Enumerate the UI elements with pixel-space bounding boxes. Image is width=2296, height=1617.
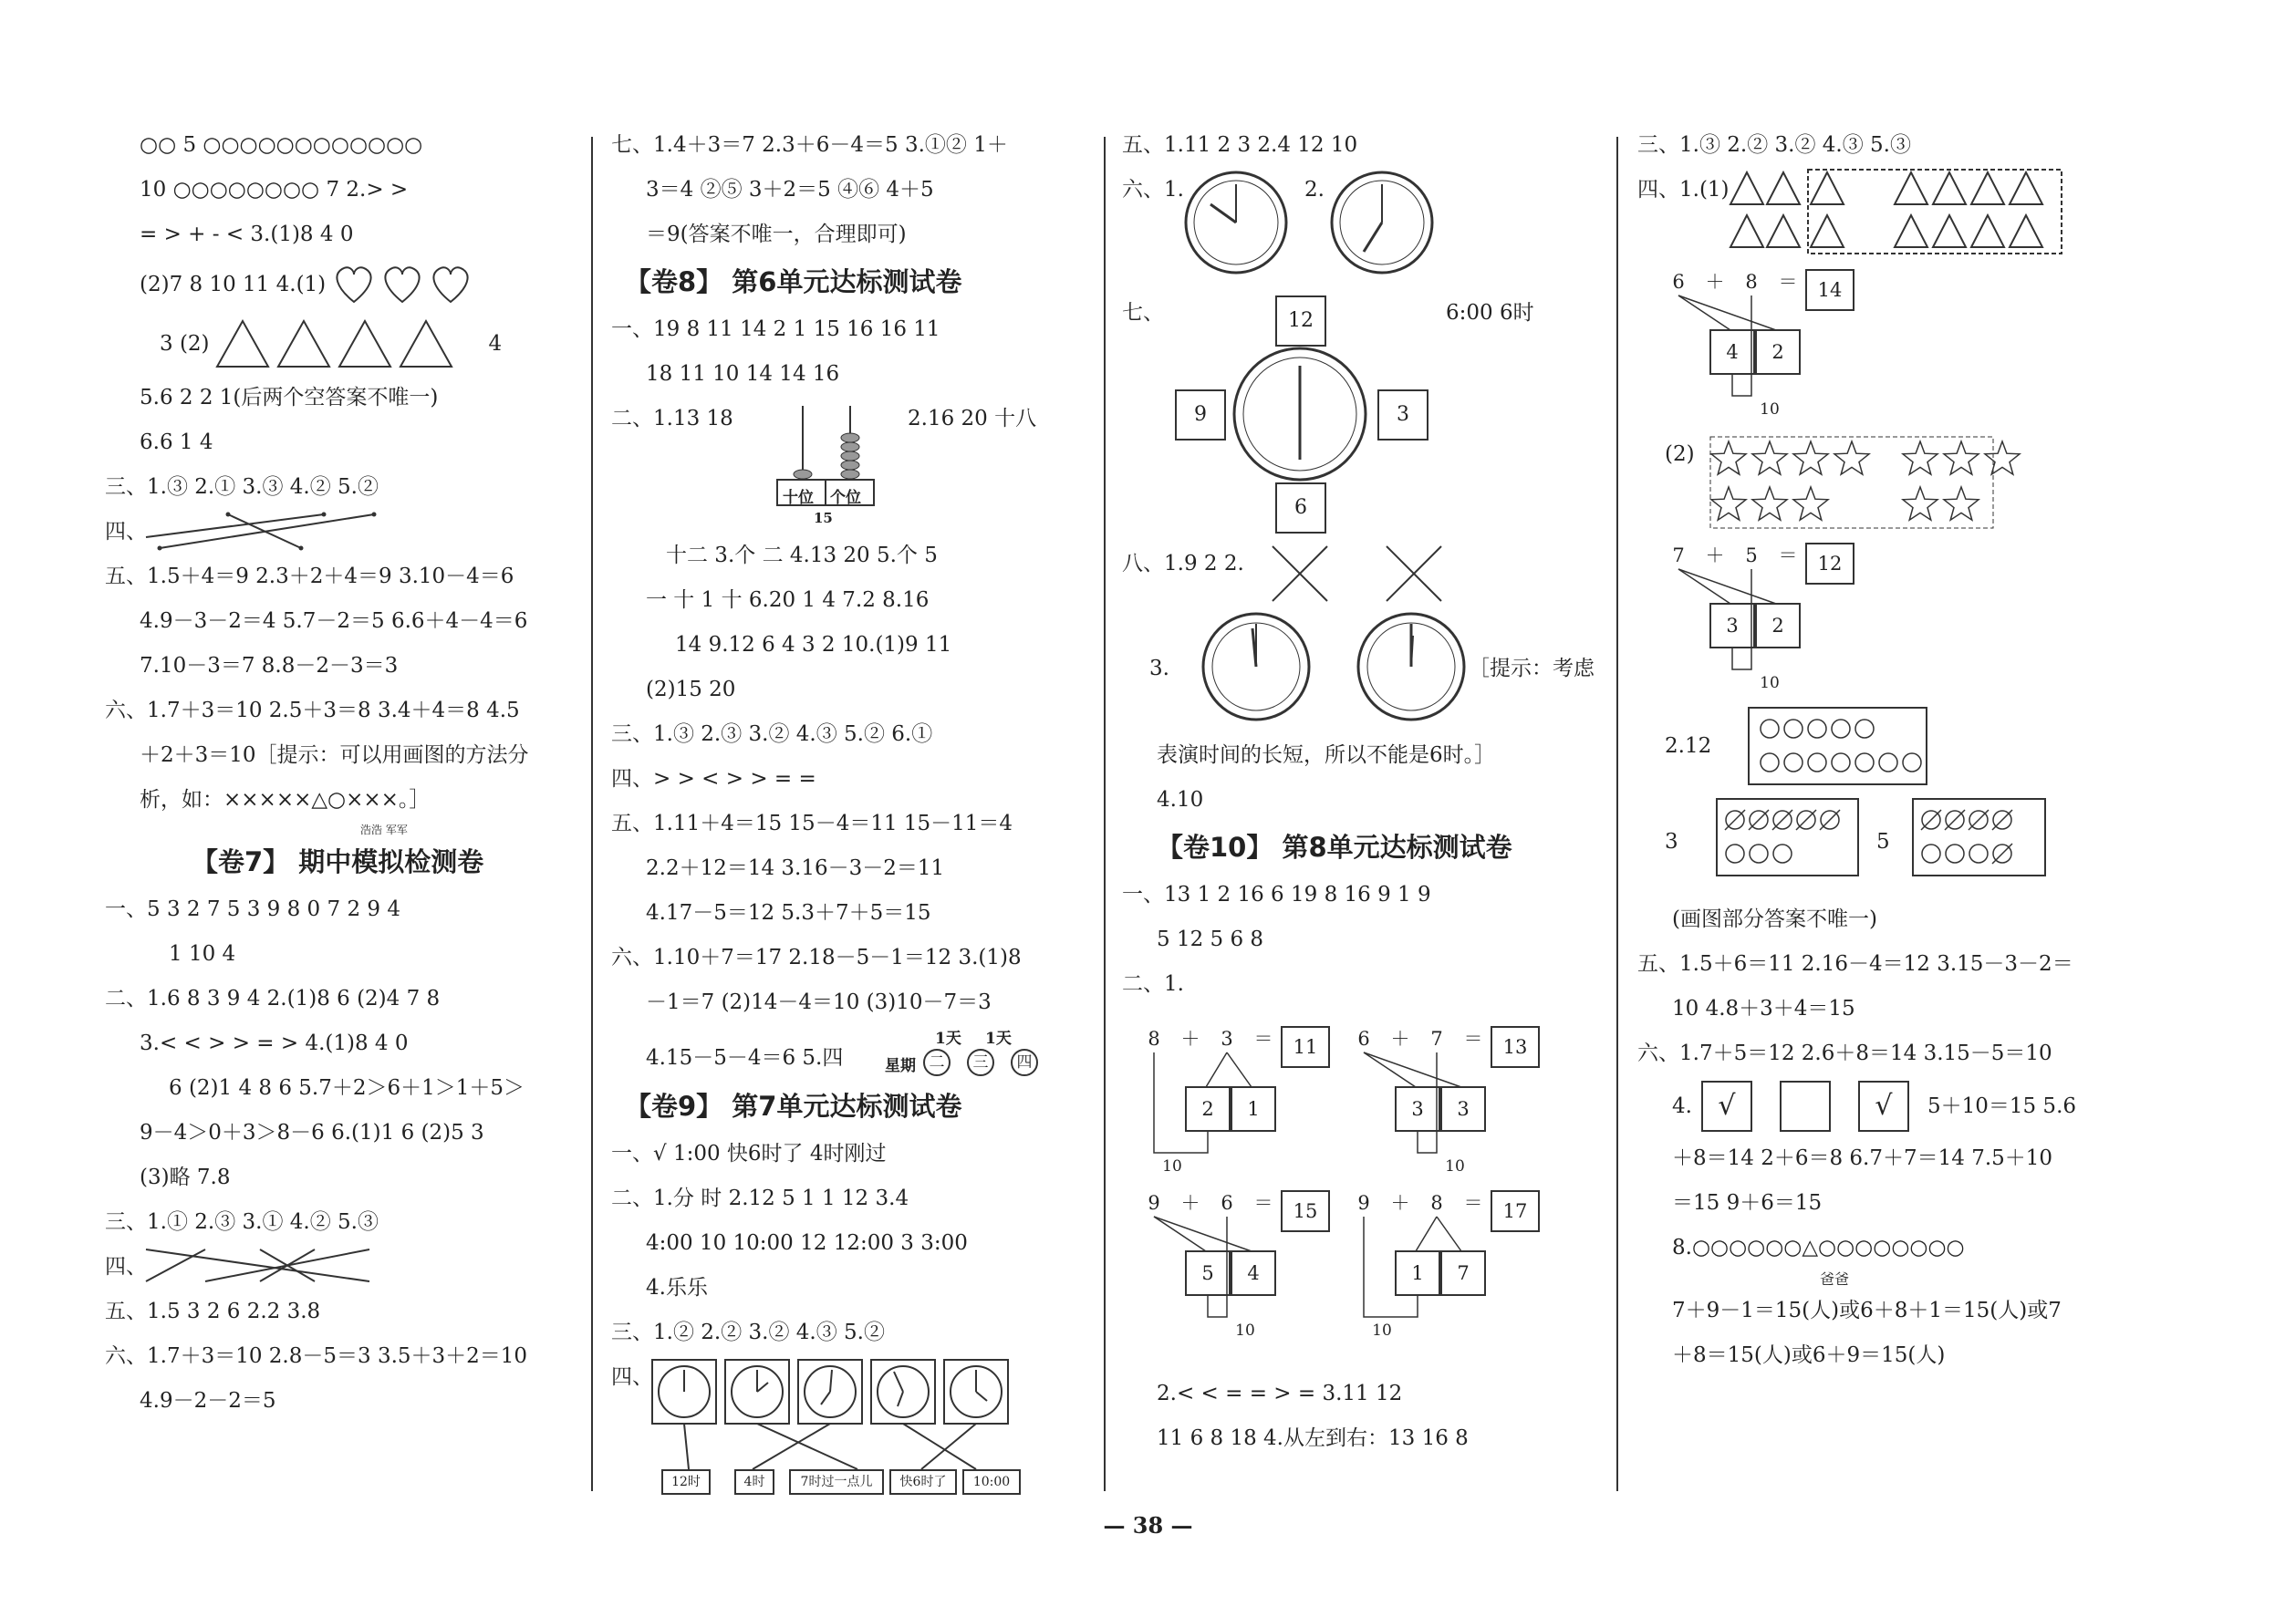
answer-line: 6 (2)1 4 8 6 5.7＋2＞6＋1＞1＋5＞ [169,1076,525,1100]
answer-line: 5.6 2 2 1(后两个空答案不唯一) [140,386,439,409]
answer-line: 三、1.① 2.③ 3.① 4.② 5.③ [105,1210,379,1234]
plus-sign: ＋ [1180,1192,1200,1214]
result-value: 12 [1817,553,1843,575]
answer-text: 3. [1149,657,1169,680]
circle-shape [1903,753,1921,772]
cross-out-line [1921,810,1941,830]
clock-match-row [611,1355,1086,1501]
answer-text: 四、1.(1) [1637,178,1730,202]
star-group-row [1637,432,2112,542]
section-title-8: 【卷8】 第6单元达标测试卷 [625,266,962,297]
weekday-circle: 二 [923,1049,951,1076]
answer-text: 四、 [105,520,147,544]
clock-number-box: 3 [1377,389,1429,441]
equals-sign: ＝ [1463,1028,1483,1050]
column-1 [105,123,579,1424]
split-line [1364,1052,1461,1087]
answer-line: ＋8＝14 2＋6＝8 6.7＋7＝14 7.5＋10 [1672,1146,2053,1170]
equation-term: 8 [1430,1192,1443,1214]
result-value: 13 [1502,1036,1528,1058]
answer-line: ＋2＋3＝10［提示：可以用画图的方法分 [140,743,529,767]
decomposition-svg [1140,1189,1350,1344]
decomposition-svg [1665,542,1875,697]
circle-shape [1761,753,1779,772]
crossed-circle-row [1637,797,2112,897]
week-label: 星期 [885,1057,916,1075]
answer-line: 六、1.7＋3＝10 2.8－5＝3 3.5＋3＋2＝10 [105,1344,528,1368]
answer-line: 析，如：×××××△○×××。］ [140,788,431,812]
answer-line: 10 4.8＋3＋4＝15 [1672,997,1855,1021]
answer-line: 三、1.② 2.② 3.② 4.③ 5.② [611,1321,885,1344]
heart-shapes [331,262,477,307]
answer-line: 7＋9－1＝15(人)或6＋8＋1＝15(人)或7 [1672,1299,2062,1322]
cross-out-line [1725,810,1745,830]
equation-term: 5 [1745,544,1758,566]
star-shape [1944,441,1979,474]
answer-line: 3＝4 ②⑤ 3＋2＝5 ④⑥ 4＋5 [646,178,934,202]
answer-line: 七、1.4＋3＝7 2.3＋6－4＝5 3.①② 1＋ [611,133,1008,157]
answer-line: = > + - < 3.(1)8 4 0 [140,223,354,246]
equals-sign: ＝ [1778,271,1798,293]
answer-line [105,1245,579,1290]
part-value: 4 [1726,341,1739,363]
star-shape [1903,487,1938,520]
equation-term: 9 [1357,1192,1370,1214]
equals-sign: ＝ [1778,544,1798,566]
answer-line: 五、1.11＋4＝15 15－4＝11 15－11＝4 [611,812,1013,835]
answer-line: 1 10 4 [169,942,236,966]
page-number: — 38 — [1103,1512,1193,1539]
clock-number-box: 6 [1275,482,1326,534]
answer-text: 二、1.13 18 [611,407,733,430]
abacus-ones-label: 个位 [830,489,861,507]
matching-lines [141,510,406,555]
weekday-circle: 四 [1011,1049,1038,1076]
clock-face [1200,610,1314,724]
answer-line: 一、19 8 11 14 2 1 15 16 16 11 [611,317,940,341]
result-value: 17 [1502,1200,1528,1222]
decomposition-area [1122,1007,1596,1372]
answer-text: 5＋10＝15 5.6 [1927,1094,2077,1118]
result-value: 11 [1293,1036,1318,1058]
split-line [1154,1217,1252,1251]
equation-term: 9 [1148,1192,1160,1214]
column-2 [611,123,1086,1501]
day-label: 1天 [985,1030,1012,1048]
time-label-box: 快6时了 [889,1469,957,1495]
answer-line: 10 ○○○○○○○○ 7 2.> > [140,178,409,202]
plus-sign: ＋ [1705,544,1725,566]
cross-out-line [1772,810,1792,830]
equals-sign: ＝ [1253,1192,1273,1214]
answer-line: 4.9－3－2＝4 5.7－2＝5 6.6＋4－4＝6 [140,609,528,633]
answer-text: 八、1.9 2 2. [1122,552,1244,575]
cross-row [1122,542,1596,610]
answer-text: 六、1. [1122,178,1184,202]
circle-shape [1808,753,1826,772]
answer-line: 三、1.③ 2.② 3.② 4.③ 5.③ [1637,133,1911,157]
answer-line: 四、> > < > > = = [611,767,816,791]
big-clock-row [1122,291,1596,542]
empty-box [1780,1081,1831,1132]
answer-line: 6.6 1 4 [140,430,213,454]
clock-face [1181,168,1291,277]
section-title-9: 【卷9】 第7单元达标测试卷 [625,1091,962,1122]
circle-shape [1969,845,1988,863]
answer-line: ＋8＝15(人)或6＋9＝15(人) [1672,1343,1946,1367]
result-value: 14 [1817,279,1843,301]
decomposition-diagram [1140,1189,1350,1344]
time-label-box: 7时过一点儿 [789,1469,884,1495]
clock-number-box: 9 [1175,389,1226,441]
circle-box-crossed [1911,797,2048,879]
part-value: 2 [1771,341,1784,363]
decomposition-diagram [1665,268,1893,432]
answer-text: 5 [1876,830,1890,854]
answer-line: 4.17－5＝12 5.3＋7＋5＝15 [646,901,931,925]
plus-sign: ＋ [1180,1028,1200,1050]
equation-term: 6 [1221,1192,1233,1214]
cross-out-line [1796,810,1816,830]
answer-line [105,312,579,376]
cross-out-line [1992,844,2012,864]
plus-sign: ＋ [1390,1028,1410,1050]
answer-text: 4. [1672,1094,1692,1118]
split-line [1437,1217,1461,1251]
star-shape [1944,487,1979,520]
decomposition-svg [1350,1025,1560,1180]
star-shape [1711,487,1746,520]
answer-line: (画图部分答案不唯一) [1672,907,1877,931]
answer-text: 4.15－5－4＝6 5.四 [646,1046,844,1070]
equation-term: 8 [1148,1028,1160,1050]
answer-line: 二、1.分 时 2.12 5 1 1 12 3.4 [611,1187,909,1210]
clock-row-2 [1122,610,1596,733]
answer-line: 表演时间的长短，所以不能是6时。］ [1157,743,1496,767]
answer-line: 一、13 1 2 16 6 19 8 16 9 1 9 [1122,883,1431,907]
circle-shape [1784,720,1803,738]
part-value: 3 [1457,1098,1470,1120]
time-label-box: 10:00 [962,1469,1021,1495]
star-groups [1706,432,2071,533]
answer-line: 十二 3.个 二 4.13 20 5.个 5 [666,544,938,567]
ten-bracket [1154,1052,1208,1153]
circle-box-frame [1749,708,1927,784]
star-shape [1711,441,1746,474]
circle-shape [1726,845,1744,863]
answer-text: 6:00 6时 [1446,301,1534,325]
ten-value: 10 [1760,674,1780,692]
answer-line: ＝15 9＋6＝15 [1672,1191,1823,1215]
star-shape [1903,441,1938,474]
answer-line: 4:00 10 10:00 12 12:00 3 3:00 [646,1231,968,1255]
circle-shape [1946,845,1964,863]
answer-line: 五、1.5＋4＝9 2.3＋2＋4＝9 3.10－4＝6 [105,565,514,588]
matching-lines [141,1245,415,1290]
circle-box-frame [1717,799,1858,876]
split-line [1416,1217,1437,1251]
answer-line: 六、1.10＋7＝17 2.18－5－1＝12 3.(1)8 [611,946,1022,969]
answer-line: －1＝7 (2)14－4＝10 (3)10－7＝3 [646,990,992,1014]
clock-face [1355,610,1469,724]
day-label: 1天 [935,1030,961,1048]
week-row [611,1025,1086,1082]
triangle-group-row [1637,168,2112,268]
answer-text: 七、 [1122,301,1164,325]
answer-line: (2)15 20 [646,678,736,701]
cross-out-line [1992,810,2012,830]
answer-line: 三、1.③ 2.① 3.③ 4.② 5.② [105,475,379,499]
answer-line: 11 6 8 18 4.从左到右：13 16 8 [1157,1426,1469,1450]
ten-value: 10 [1445,1157,1465,1176]
circle-shape [1750,845,1768,863]
circle-box [1747,706,1929,788]
section-title-10: 【卷10】 第8单元达标测试卷 [1157,832,1512,863]
circle-shape [1855,720,1874,738]
decomposition-diagram [1350,1025,1560,1180]
split-line [1678,295,1730,330]
matching-crosses [1268,542,1542,610]
answer-line: 二、1. [1122,972,1184,996]
answer-text: 4 [488,331,503,356]
answer-line: 4.乐乐 [646,1276,708,1300]
circle-shape [1879,753,1897,772]
part-value: 4 [1247,1262,1260,1284]
part-value: 3 [1411,1098,1424,1120]
circle-shape [1784,753,1803,772]
answer-line: ＝9(答案不唯一，合理即可) [646,223,907,246]
answer-line: 3.< < > > = > 4.(1)8 4 0 [140,1031,409,1055]
answer-text: 2. [1304,178,1325,202]
clock-number-box: 12 [1275,295,1326,347]
answer-line: (3)略 7.8 [140,1166,231,1189]
answer-line: 7.10－3＝7 8.8－2－3＝3 [140,654,399,678]
answer-text: 2.16 20 十八 [908,407,1037,430]
answer-line: 五、1.5＋6＝11 2.16－4＝12 3.15－3－2＝ [1637,952,2073,976]
circle-shape [1855,753,1874,772]
answer-line: 一、√ 1:00 快6时了 4时刚过 [611,1142,887,1166]
small-label: 浩浩 军军 [360,824,408,836]
ten-value: 10 [1235,1322,1255,1340]
split-line [1206,1052,1227,1087]
equals-sign: ＝ [1253,1028,1273,1050]
answer-line: 18 11 10 14 14 16 [646,362,840,386]
answer-line: 14 9.12 6 4 3 2 10.(1)9 11 [675,633,952,657]
circle-shape [1773,845,1792,863]
decomposition-diagram [1665,542,1893,706]
circle-shape [1832,720,1850,738]
check-row [1637,1076,2112,1136]
answer-line: 一、5 3 2 7 5 3 9 8 0 7 2 9 4 [105,897,400,921]
answer-text: 四、 [105,1255,147,1279]
part-value: 2 [1201,1098,1214,1120]
answer-line [105,510,579,555]
triangle-groups [1729,168,2066,259]
section-title-7: 【卷7】 期中模拟检测卷 [192,846,484,877]
answer-text: (2) [1665,442,1695,466]
answer-line: 三、1.③ 2.③ 3.② 4.③ 5.② 6.① [611,722,933,746]
star-shape [1985,441,2020,474]
dashed-group-box [1710,437,1993,528]
answer-text: ［提示：考虑 [1469,657,1595,680]
part-value: 1 [1411,1262,1424,1284]
part-value: 5 [1201,1262,1214,1284]
part-value: 3 [1726,615,1739,637]
abacus-row [611,397,1086,534]
answer-line: 4.9－2－2＝5 [140,1389,276,1413]
plus-sign: ＋ [1390,1192,1410,1214]
equation-term: 8 [1745,271,1758,293]
part-value: 1 [1247,1098,1260,1120]
answer-line: 8.○○○○○○△○○○○○○○○ [1672,1236,1965,1259]
answer-line: 5 12 5 6 8 [1157,928,1264,951]
equals-sign: ＝ [1463,1192,1483,1214]
circle-shape [1761,720,1779,738]
answer-line [105,257,579,312]
answer-line: 2.< < = = > = 3.11 12 [1157,1382,1403,1405]
answer-text: 3 [1665,830,1678,854]
triangle-shapes [215,316,462,371]
abacus-tens-label: 十位 [783,489,814,507]
decomposition-svg [1140,1025,1350,1180]
ten-value: 10 [1760,400,1780,419]
answer-text: (2)7 8 10 11 4.(1) [140,272,327,296]
star-shape [1793,487,1828,520]
answer-line: 五、1.5 3 2 6 2.2 3.8 [105,1300,321,1323]
big-clock-face [1231,346,1368,482]
star-shape [1793,441,1828,474]
part-value: 2 [1771,615,1784,637]
cross-out-line [1945,810,1965,830]
circle-shape [1832,753,1850,772]
time-label-box: 12时 [661,1469,711,1495]
clock-row [1122,168,1596,291]
time-label-box: 4时 [734,1469,774,1495]
column-divider-3 [1616,137,1618,1491]
answer-line: 五、1.11 2 3 2.4 12 10 [1122,133,1358,157]
answer-line: 2.2＋12＝14 3.16－3－2＝11 [646,856,945,880]
ten-value: 10 [1372,1322,1392,1340]
equation-term: 3 [1221,1028,1233,1050]
abacus-number: 15 [814,510,833,526]
decomposition-svg [1350,1189,1560,1344]
split-line [1364,1052,1416,1087]
decomposition-svg [1665,268,1875,423]
check-box: √ [1858,1081,1909,1132]
equation-term: 7 [1672,544,1685,566]
ten-value: 10 [1162,1157,1182,1176]
answer-text: 3 (2) [160,331,210,356]
column-divider-1 [591,137,593,1491]
split-line [1227,1052,1252,1087]
column-divider-2 [1104,137,1106,1491]
circle-box-row [1637,706,2112,797]
split-line [1154,1217,1206,1251]
cross-out-line [1749,810,1769,830]
answer-line: 六、1.7＋5＝12 2.6＋8＝14 3.15－5＝10 [1637,1042,2052,1065]
split-line [1678,569,1730,604]
circle-box-crossed [1715,797,1861,879]
answer-line: 4.10 [1157,788,1204,812]
answer-line: 六、1.7＋3＝10 2.5＋3＝8 3.4＋4＝8 4.5 [105,699,520,722]
decomposition-diagram [1350,1189,1560,1344]
star-shape [1752,487,1787,520]
equation-term: 6 [1357,1028,1370,1050]
star-shape [1834,441,1869,474]
part-value: 7 [1457,1262,1470,1284]
answer-text: 四、 [611,1365,653,1389]
split-line [1678,295,1776,330]
check-box: √ [1701,1081,1752,1132]
decomposition-diagram [1140,1025,1350,1180]
plus-sign: ＋ [1705,271,1725,293]
equation-term: 6 [1672,271,1685,293]
answer-text: 2.12 [1665,734,1712,758]
circle-shape [1922,845,1940,863]
cross-out-line [1969,810,1989,830]
answer-line: ○○ 5 ○○○○○○○○○○○○ [140,133,423,157]
answer-line: 9－4＞0＋3＞8－6 6.(1)1 6 (2)5 3 [140,1121,484,1145]
column-3 [1122,123,1596,1461]
star-shape [1752,441,1787,474]
cross-out-line [1820,810,1840,830]
equation-term: 7 [1430,1028,1443,1050]
clock-face [1327,168,1437,277]
weekday-circle: 三 [967,1049,994,1076]
circle-shape [1808,720,1826,738]
answer-line: 二、1.6 8 3 9 4 2.(1)8 6 (2)4 7 8 [105,987,441,1011]
small-label: 爸爸 [1820,1270,1850,1288]
result-value: 15 [1293,1200,1318,1222]
split-line [1678,569,1776,604]
answer-line: 一 十 1 十 6.20 1 4 7.2 8.16 [646,588,930,612]
ten-bracket [1364,1217,1418,1317]
column-4 [1637,123,2112,1378]
